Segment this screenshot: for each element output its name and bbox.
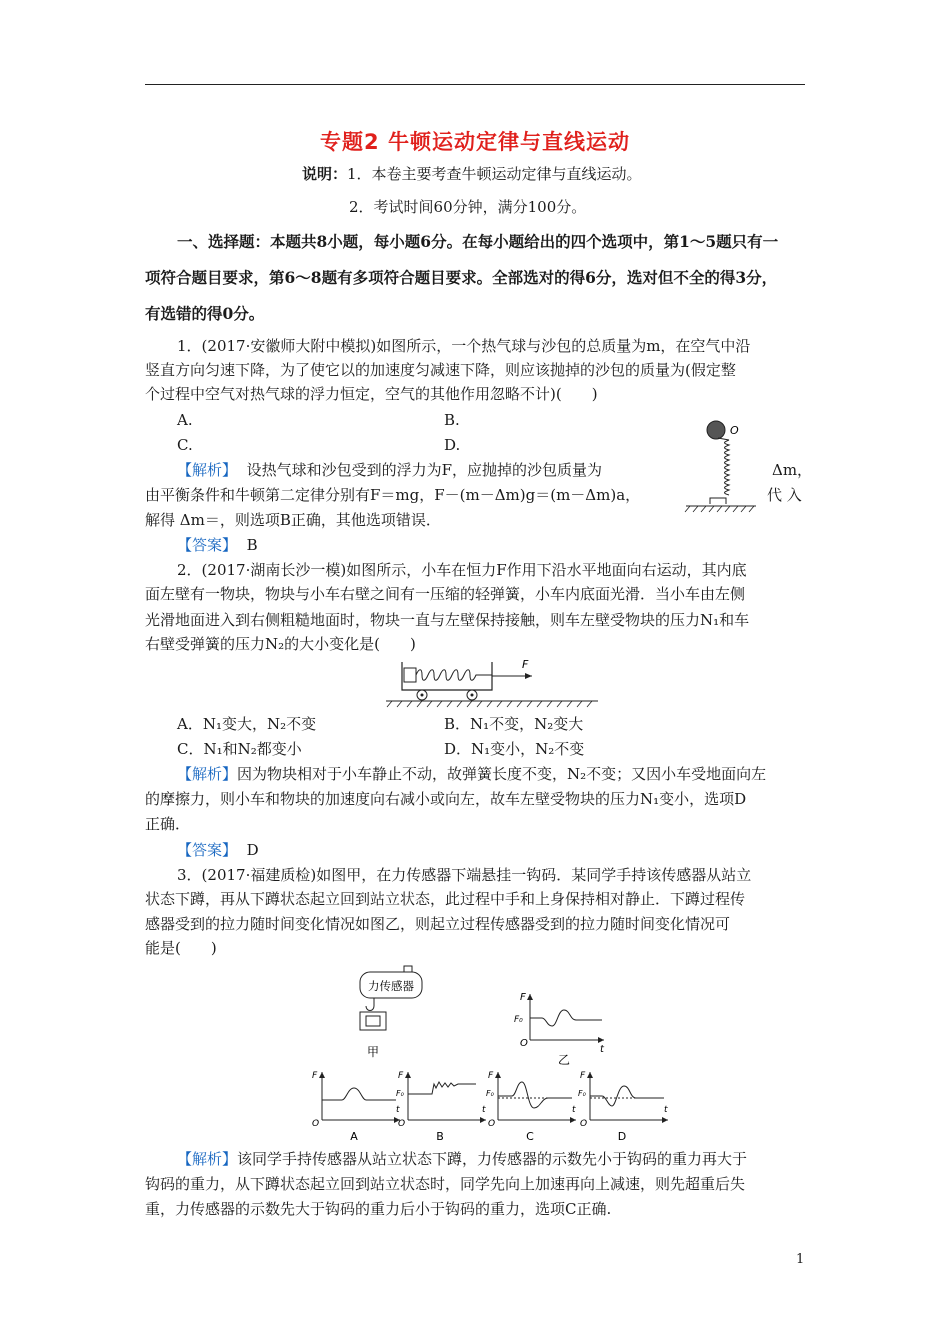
q1-analysis-line-1 bbox=[177, 460, 602, 480]
q1-stem-line-3: 个过程中空气对热气球的浮力恒定，空气的其他作用忽略不计)( ) bbox=[145, 385, 598, 403]
a-t-label: t bbox=[396, 1105, 400, 1115]
b-f-label: F bbox=[398, 1071, 404, 1081]
cart-spring bbox=[416, 670, 492, 681]
force-label: F bbox=[522, 658, 529, 671]
notes-item-1: 1．本卷主要考查牛顿运动定律与直线运动。 bbox=[347, 165, 642, 183]
d-t-label: t bbox=[664, 1105, 668, 1115]
q2-stem-line-3: 光滑地面进入到右侧粗糙地面时，物块一直与左壁保持接触，则车左壁受物块的压力N₁和车 bbox=[145, 611, 750, 629]
q1-answer-value: B bbox=[246, 536, 258, 554]
force-arrow-head bbox=[525, 673, 532, 679]
spring-connector bbox=[718, 438, 729, 440]
d-curve bbox=[590, 1086, 664, 1106]
d-f-label: F bbox=[580, 1071, 586, 1081]
q1-answer-line bbox=[177, 535, 258, 555]
q3-stem-line-1: 3．(2017·福建质检)如图甲，在力传感器下端悬挂一钩码．某同学手持该传感器从站立 bbox=[177, 866, 752, 884]
q2-analysis-line-1 bbox=[177, 764, 766, 784]
notes-item-2: 2．考试时间60分钟，满分100分。 bbox=[349, 198, 587, 216]
q2-analysis-text-2: 的摩擦力，则小车和物块的加速度向右减小或向左，故车左壁受物块的压力N₁变小，选项D bbox=[145, 790, 747, 808]
q1-answer-tag: 【答案】 bbox=[177, 536, 238, 554]
q1-spring-figure bbox=[680, 412, 760, 520]
b-f0-label: F₀ bbox=[396, 1089, 404, 1098]
q2-ground-hatch bbox=[387, 701, 592, 707]
page-number: 1 bbox=[796, 1252, 805, 1267]
q3-stem-line-2: 状态下蹲，再从下蹲状态起立回到站立状态，此过程中手和上身保持相对静止．下蹲过程传 bbox=[145, 890, 746, 908]
q2-analysis-tag: 【解析】 bbox=[177, 765, 238, 783]
sensor-hook bbox=[366, 998, 374, 1011]
q1-stem-line-2: 竖直方向匀速下降，为了使它以的加速度匀减速下降，则应该抛掉的沙包的质量为(假定整 bbox=[145, 361, 736, 379]
q1-analysis-text-2: 由平衡条件和牛顿第二定律分别有F＝mg，F－(m－Δm)g＝(m－Δm)a， bbox=[145, 486, 641, 504]
q1-analysis-text-2b: 代 入 bbox=[767, 486, 802, 504]
section-heading-line-1: 一、选择题：本题共8小题，每小题6分。在每小题给出的四个选项中，第1～5题只有一 bbox=[177, 232, 779, 251]
fig-jia-label: 甲 bbox=[366, 1045, 380, 1059]
q3-analysis-text-2: 钩码的重力，从下蹲状态起立回到站立状态时，同学先向上加速再向上减速，则先超重后失 bbox=[145, 1175, 746, 1193]
section-heading-line-3: 有选错的得0分。 bbox=[145, 304, 265, 323]
option-d-label: D bbox=[617, 1130, 627, 1143]
q2-answer-value: D bbox=[246, 841, 259, 859]
q2-analysis-text-1: 因为物块相对于小车静止不动，故弹簧长度不变，N₂不变；又因小车受地面向左 bbox=[237, 765, 767, 783]
q1-analysis-text-3: 解得 Δm＝，则选项B正确，其他选项错误． bbox=[145, 511, 441, 529]
q3-graph-a bbox=[310, 1066, 410, 1146]
q1-option-c: C. bbox=[177, 436, 193, 454]
q1-analysis-tag: 【解析】 bbox=[177, 461, 238, 479]
fig-label-o: O bbox=[730, 424, 739, 437]
yi-t-label: t bbox=[600, 1044, 604, 1055]
sensor-knob bbox=[404, 966, 412, 972]
q2-analysis-text-3: 正确． bbox=[145, 815, 191, 833]
a-o-label: O bbox=[312, 1119, 320, 1129]
q2-cart-figure bbox=[382, 656, 602, 712]
q3-analysis-line-1 bbox=[177, 1149, 747, 1169]
q2-option-b: B．N₁不变，N₂变大 bbox=[444, 715, 584, 733]
yi-f-label: F bbox=[520, 992, 526, 1003]
b-o-label: O bbox=[398, 1119, 406, 1129]
notes-line-1 bbox=[302, 164, 642, 184]
q1-analysis-text-1: 设热气球和沙包受到的浮力为F，应抛掉的沙包质量为 bbox=[246, 461, 602, 479]
q3-graph-b bbox=[396, 1066, 496, 1146]
q1-option-b: B. bbox=[444, 411, 460, 429]
a-f-label: F bbox=[312, 1071, 318, 1081]
q3-analysis-tag: 【解析】 bbox=[177, 1150, 238, 1168]
c-t-label: t bbox=[572, 1105, 576, 1115]
b-curve bbox=[408, 1082, 476, 1094]
ball-shape bbox=[707, 421, 725, 439]
d-f0-label: F₀ bbox=[578, 1089, 586, 1098]
option-c-label: C bbox=[526, 1130, 534, 1143]
c-curve bbox=[498, 1082, 572, 1108]
fig-yi-label: 乙 bbox=[557, 1053, 571, 1067]
a-curve bbox=[322, 1088, 396, 1100]
q2-option-a: A．N₁变大，N₂不变 bbox=[177, 715, 317, 733]
q3-graph-d bbox=[578, 1066, 678, 1146]
q3-analysis-text-3: 重，力传感器的示数先大于钩码的重力后小于钩码的重力，选项C正确. bbox=[145, 1200, 612, 1218]
q2-stem-line-2: 面左壁有一物块，物块与小车右壁之间有一压缩的轻弹簧，小车内底面光滑．当小车由左侧 bbox=[145, 585, 746, 603]
section-heading-line-2: 项符合题目要求，第6～8题有多项符合题目要求。全部选对的得6分，选对但不全的得3分， bbox=[145, 268, 778, 287]
c-f0-label: F₀ bbox=[486, 1089, 494, 1098]
q3-graph-yi bbox=[512, 988, 612, 1068]
q3-analysis-text-1: 该同学手持传感器从站立状态下蹲，力传感器的示数先小于钩码的重力再大于 bbox=[237, 1150, 748, 1168]
spring-base bbox=[710, 498, 726, 504]
q2-stem-line-4: 右壁受弹簧的压力N₂的大小变化是( ) bbox=[145, 635, 416, 653]
header-rule bbox=[145, 84, 805, 85]
q1-option-a: A. bbox=[177, 411, 193, 429]
c-o-label: O bbox=[488, 1119, 496, 1129]
yi-o-label: O bbox=[520, 1038, 528, 1049]
ground-hatch bbox=[685, 506, 754, 512]
yi-f0-label: F₀ bbox=[514, 1015, 523, 1025]
q3-stem-line-4: 能是( ) bbox=[145, 939, 217, 957]
d-o-label: O bbox=[580, 1119, 588, 1129]
c-f-label: F bbox=[488, 1071, 494, 1081]
notes-label: 说明： bbox=[302, 165, 348, 183]
q2-option-c: C．N₁和N₂都变小 bbox=[177, 740, 302, 758]
q2-stem-line-1: 2．(2017·湖南长沙一模)如图所示，小车在恒力F作用下沿水平地面向右运动，其内底 bbox=[177, 561, 747, 579]
q1-analysis-text-1b: Δm， bbox=[772, 461, 813, 479]
q3-graph-c bbox=[486, 1066, 586, 1146]
sensor-label: 力传感器 bbox=[368, 979, 414, 993]
page-title: 专题2 牛顿运动定律与直线运动 bbox=[320, 130, 630, 154]
q2-answer-tag: 【答案】 bbox=[177, 841, 238, 859]
q3-sensor-figure bbox=[352, 964, 432, 1064]
q3-stem-line-3: 感器受到的拉力随时间变化情况如图乙，则起立过程传感器受到的拉力随时间变化情况可 bbox=[145, 915, 731, 933]
q2-option-d: D．N₁变小，N₂不变 bbox=[444, 740, 585, 758]
cart-block bbox=[404, 668, 416, 682]
q2-answer-line bbox=[177, 840, 259, 860]
b-t-label: t bbox=[482, 1105, 486, 1115]
q1-stem-line-1: 1．(2017·安徽师大附中模拟)如图所示，一个热气球与沙包的总质量为m，在空气中沿 bbox=[177, 337, 751, 355]
q1-option-d: D. bbox=[444, 436, 461, 454]
option-b-label: B bbox=[436, 1130, 444, 1143]
spring-coils bbox=[724, 440, 729, 495]
option-a-label: A bbox=[350, 1130, 358, 1143]
yi-curve bbox=[530, 1010, 602, 1026]
